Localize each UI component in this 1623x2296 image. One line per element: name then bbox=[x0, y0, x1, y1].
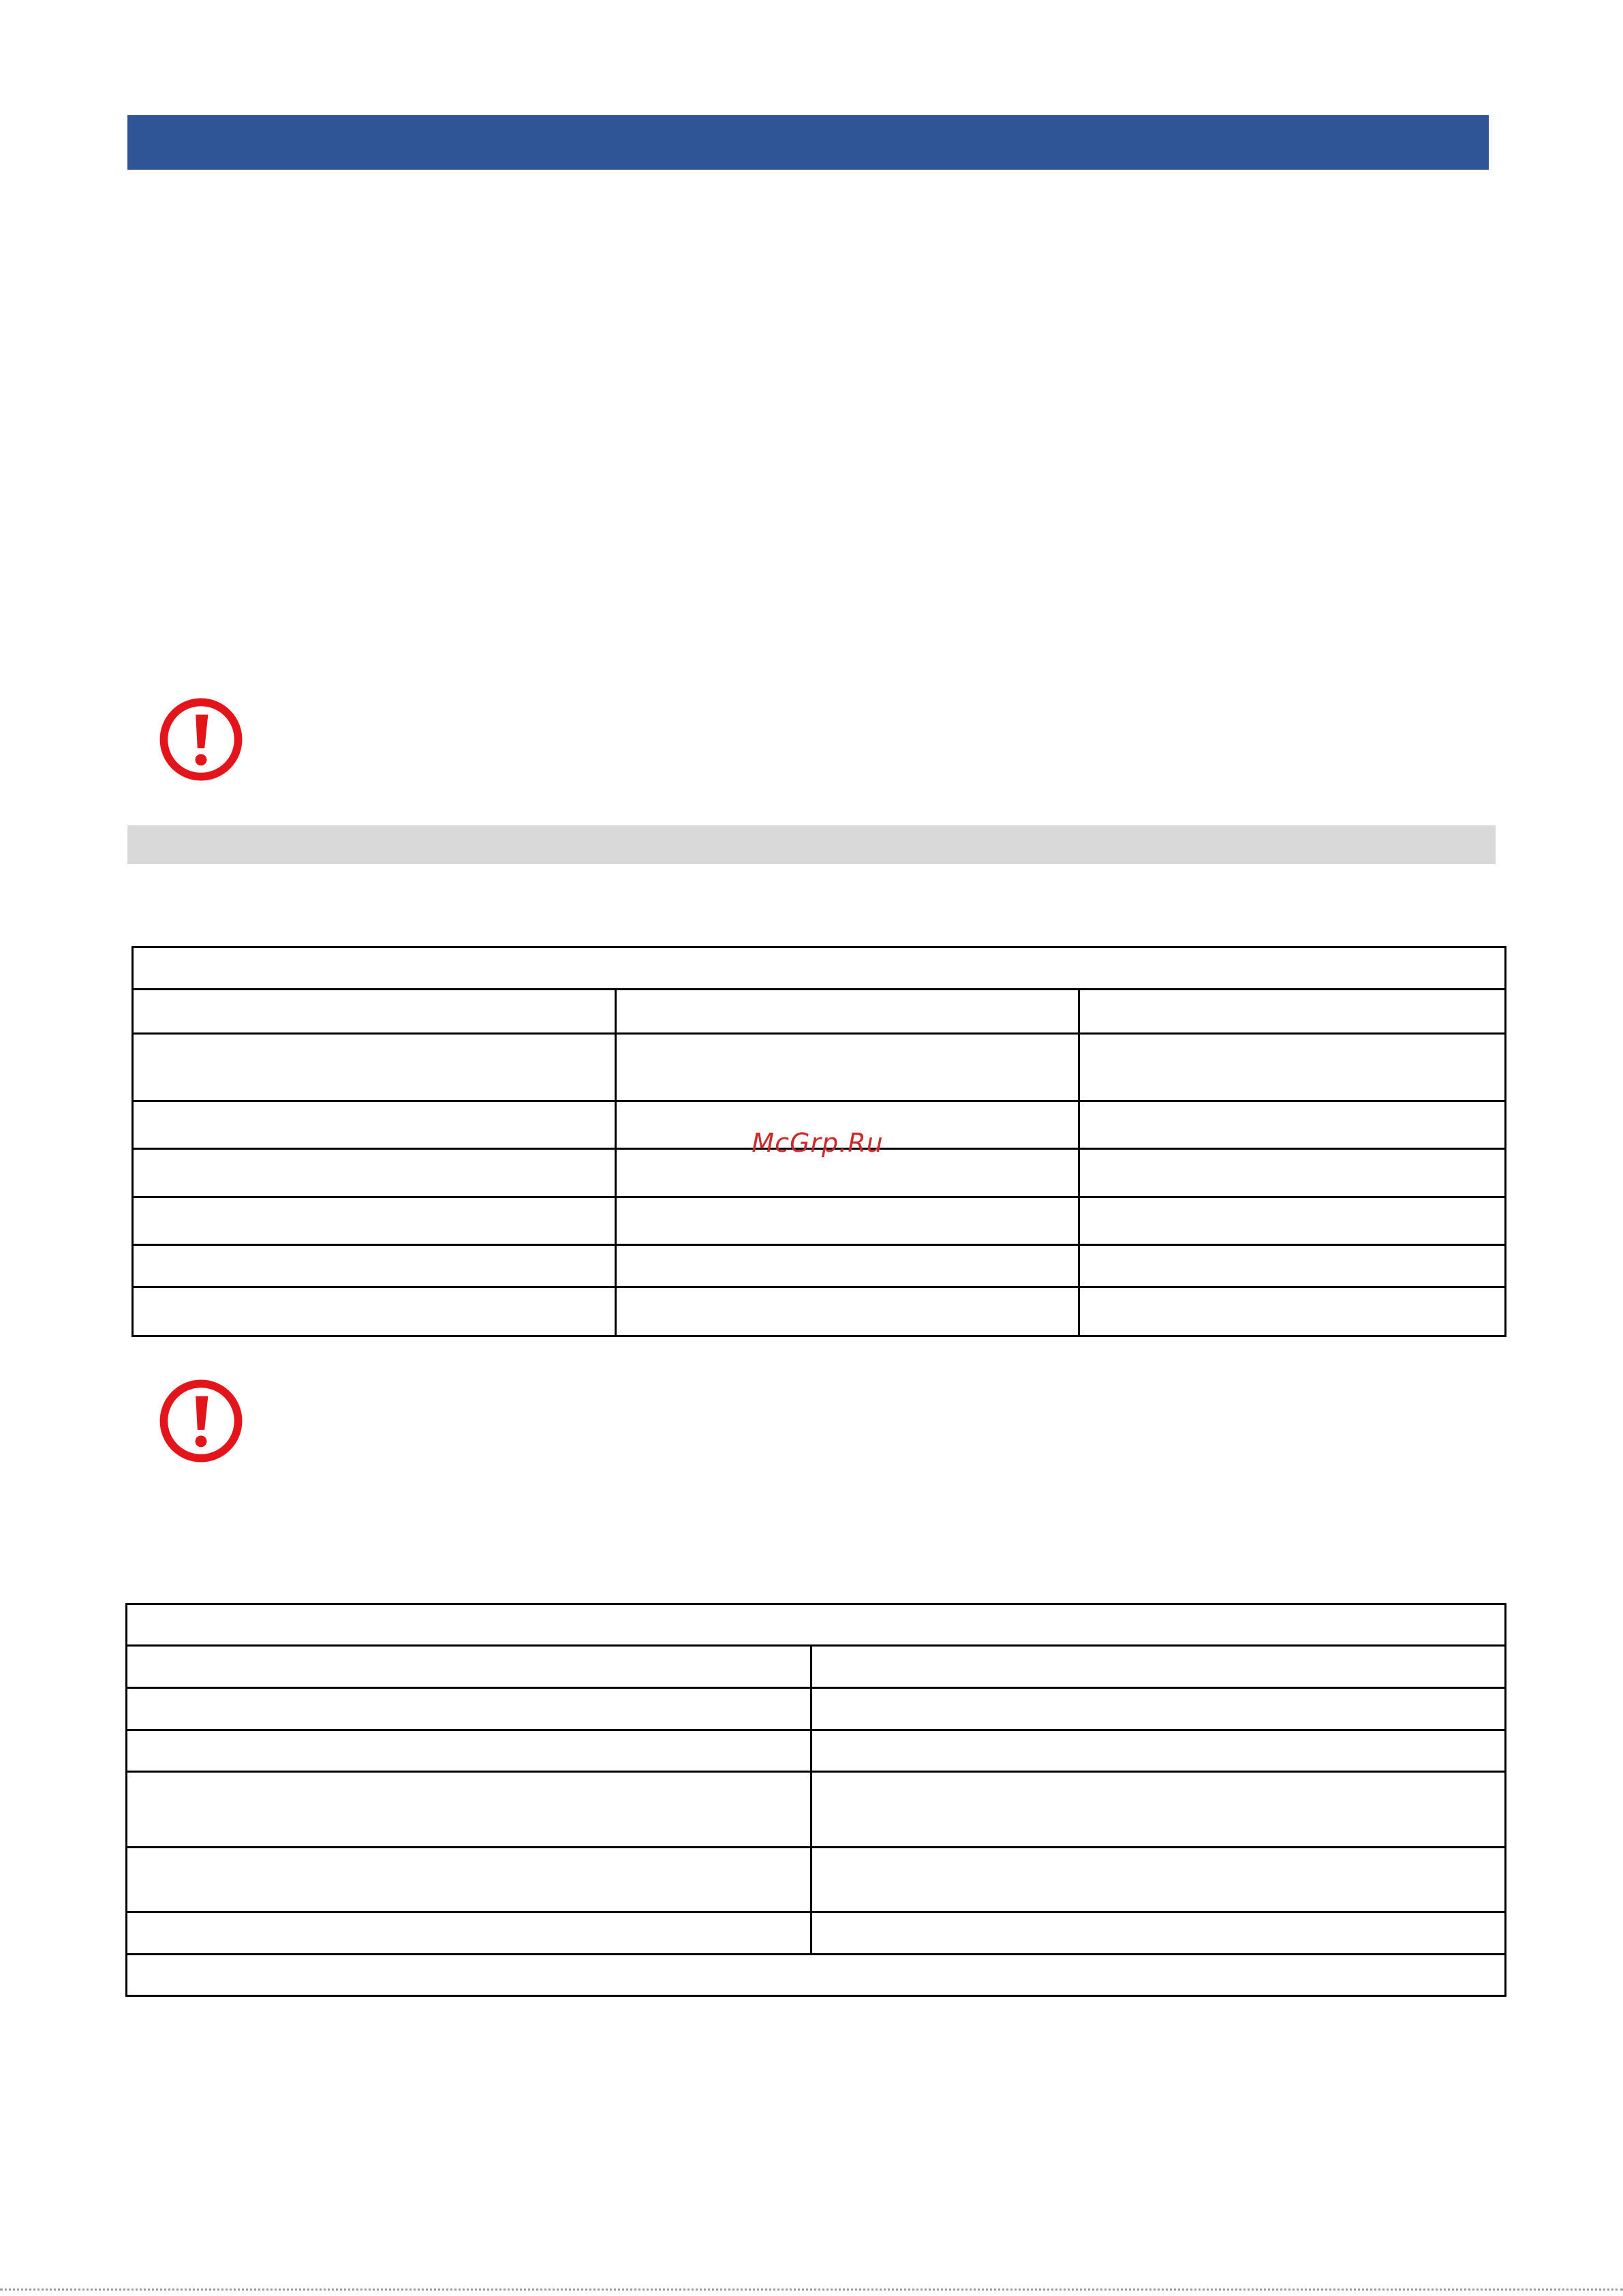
table-cell bbox=[133, 1245, 616, 1287]
table-cell bbox=[133, 1101, 616, 1149]
exclamation-warning-icon bbox=[157, 695, 245, 784]
table-cell bbox=[812, 1848, 1506, 1912]
table-cell bbox=[127, 1730, 812, 1772]
table-cell bbox=[1079, 1245, 1506, 1287]
table-row bbox=[133, 990, 1506, 1034]
table-row bbox=[127, 1646, 1506, 1688]
table-cell bbox=[616, 1287, 1079, 1336]
table-cell bbox=[1079, 1149, 1506, 1197]
table-cell bbox=[133, 1149, 616, 1197]
table-row bbox=[133, 1287, 1506, 1336]
table-row bbox=[127, 1730, 1506, 1772]
table-cell bbox=[616, 1034, 1079, 1101]
table-cell bbox=[812, 1730, 1506, 1772]
table-row bbox=[127, 1955, 1506, 1996]
table-row bbox=[127, 1912, 1506, 1955]
table-row bbox=[127, 1604, 1506, 1646]
table-cell bbox=[127, 1604, 1506, 1646]
table-cell bbox=[127, 1772, 812, 1848]
table-cell bbox=[133, 947, 1506, 990]
watermark-text: McGrp.Ru bbox=[752, 1128, 884, 1158]
table-row bbox=[133, 947, 1506, 990]
spec-table-2 bbox=[125, 1603, 1506, 1997]
table-row bbox=[127, 1848, 1506, 1912]
table-cell bbox=[616, 1197, 1079, 1245]
table-cell bbox=[127, 1848, 812, 1912]
title-bar bbox=[127, 115, 1489, 170]
table-cell bbox=[812, 1646, 1506, 1688]
table-cell bbox=[812, 1688, 1506, 1730]
table-row bbox=[133, 1197, 1506, 1245]
table-row bbox=[133, 1245, 1506, 1287]
table-row bbox=[127, 1772, 1506, 1848]
table-row bbox=[127, 1688, 1506, 1730]
table-cell bbox=[616, 1245, 1079, 1287]
table-row bbox=[133, 1034, 1506, 1101]
table-cell bbox=[1079, 1287, 1506, 1336]
table-cell bbox=[133, 1287, 616, 1336]
table-cell bbox=[812, 1772, 1506, 1848]
table-cell bbox=[1079, 1034, 1506, 1101]
page-footer-rule bbox=[0, 2289, 1623, 2291]
table-cell bbox=[812, 1912, 1506, 1955]
table-cell bbox=[127, 1912, 812, 1955]
section-header-bar bbox=[127, 825, 1496, 864]
table-cell bbox=[133, 1034, 616, 1101]
table-cell bbox=[1079, 1197, 1506, 1245]
table-cell bbox=[127, 1955, 1506, 1996]
table-cell bbox=[1079, 1101, 1506, 1149]
table-cell bbox=[127, 1688, 812, 1730]
table-cell bbox=[127, 1646, 812, 1688]
table-cell bbox=[1079, 990, 1506, 1034]
table-cell bbox=[616, 990, 1079, 1034]
exclamation-warning-icon bbox=[157, 1377, 245, 1465]
table-cell bbox=[133, 1197, 616, 1245]
table-cell bbox=[133, 990, 616, 1034]
